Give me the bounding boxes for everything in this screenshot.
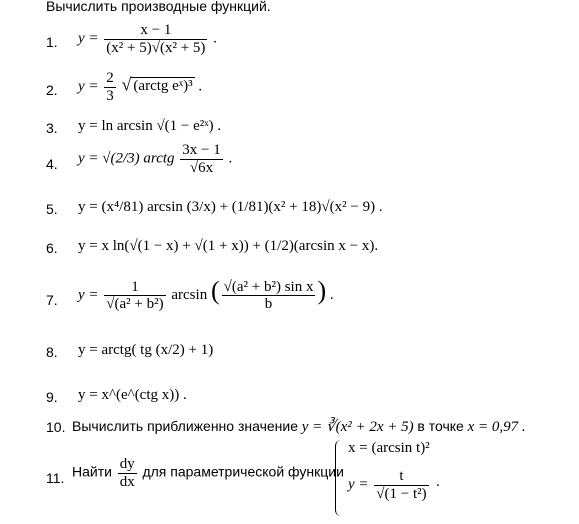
item-number-6: 6. [46, 240, 58, 256]
formula-7 [78, 276, 334, 313]
item-number-10: 10. [46, 419, 66, 435]
left-paren: ( [210, 276, 220, 305]
formula-6: y = x ln(√(1 − x) + √(1 + x)) + (1/2)(arcsin x − x). [78, 238, 379, 254]
formula-7-den2: b [222, 295, 316, 313]
sqrt-sign: √ [121, 74, 132, 95]
formula-5: y = (x⁴/81) arcsin (3/x) + (1/81)(x² + 18)√(x² − 9) . [78, 199, 383, 215]
task-10 [72, 417, 526, 436]
formula-8: y = arctg( tg (x/2) + 1) [78, 342, 214, 358]
formula-2-num: 2 [106, 70, 114, 86]
task-10-point-label: в точке [417, 418, 464, 434]
right-paren: ) [317, 276, 327, 305]
system-line-1: x = (arcsin t)² [348, 440, 430, 456]
formula-7-num: 1 [131, 278, 139, 295]
item-number-7: 7. [46, 292, 58, 308]
formula-1 [78, 22, 217, 56]
item-number-3: 3. [46, 120, 58, 136]
task-11-derivative [118, 456, 137, 490]
task-11-dden: dx [119, 473, 135, 490]
system-line-2 [348, 468, 431, 502]
system-line-2-lhs: y = [348, 476, 369, 493]
formula-4-fraction [180, 142, 222, 176]
formula-1-lhs: y = [78, 30, 99, 47]
formula-7-den: √(a² + b²) [106, 296, 164, 313]
system-line-2-den: √(1 − t²) [376, 485, 427, 502]
system-line-2-fraction [374, 468, 428, 502]
formula-4-den: √6x [180, 159, 222, 177]
task-10-point: x = 0,97 . [467, 419, 526, 435]
item-number-5: 5. [46, 201, 58, 217]
formula-7-fraction-a [104, 279, 165, 313]
formula-7-mid: arcsin [171, 287, 208, 303]
formula-2 [78, 70, 202, 104]
formula-4-num: 3x − 1 [182, 142, 221, 158]
formula-2-den: 3 [106, 87, 114, 104]
formula-2-tail: . [198, 78, 203, 95]
item-number-8: 8. [46, 344, 58, 360]
formula-1-num: x − 1 [140, 22, 172, 38]
item-number-2: 2. [46, 82, 58, 98]
heading: Вычислить производные функций. [46, 0, 271, 14]
task-11-tail: . [436, 474, 440, 490]
item-number-4: 4. [46, 156, 58, 172]
formula-9: y = x^(e^(ctg x)) . [78, 387, 187, 403]
system-brace [335, 440, 346, 516]
formula-1-fraction [104, 22, 207, 56]
formula-4-lhs: y = √(2/3) arctg [78, 150, 175, 167]
task-10-formula: y = ∛(x² + 2x + 5) [301, 419, 414, 435]
formula-2-fraction [104, 70, 116, 104]
formula-1-den: (x² + 5)√(x² + 5) [106, 39, 206, 56]
task-11-suffix: для параметрической функции [142, 463, 344, 480]
formula-2-lhs: y = [78, 78, 99, 95]
task-11-dnum: dy [119, 456, 135, 472]
formula-4 [78, 142, 232, 176]
formula-7-num2: √(a² + b²) sin x [223, 278, 314, 295]
formula-1-tail: . [213, 30, 217, 47]
formula-7-fraction-b [222, 279, 316, 313]
task-11 [72, 456, 344, 490]
task-10-text: Вычислить приближенно значение [72, 418, 299, 434]
system-line-2-num: t [399, 468, 404, 484]
formula-2-radicand: (arctg eˣ)³ [133, 78, 193, 95]
formula-3: y = ln arcsin √(1 − e²ˣ) . [78, 118, 222, 134]
formula-7-tail: . [329, 287, 334, 303]
formula-4-tail: . [228, 150, 233, 167]
task-11-prefix: Найти [72, 463, 112, 480]
item-number-11: 11. [46, 470, 65, 486]
item-number-1: 1. [46, 34, 58, 50]
item-number-9: 9. [46, 389, 58, 405]
formula-7-lhs: y = [78, 287, 99, 303]
